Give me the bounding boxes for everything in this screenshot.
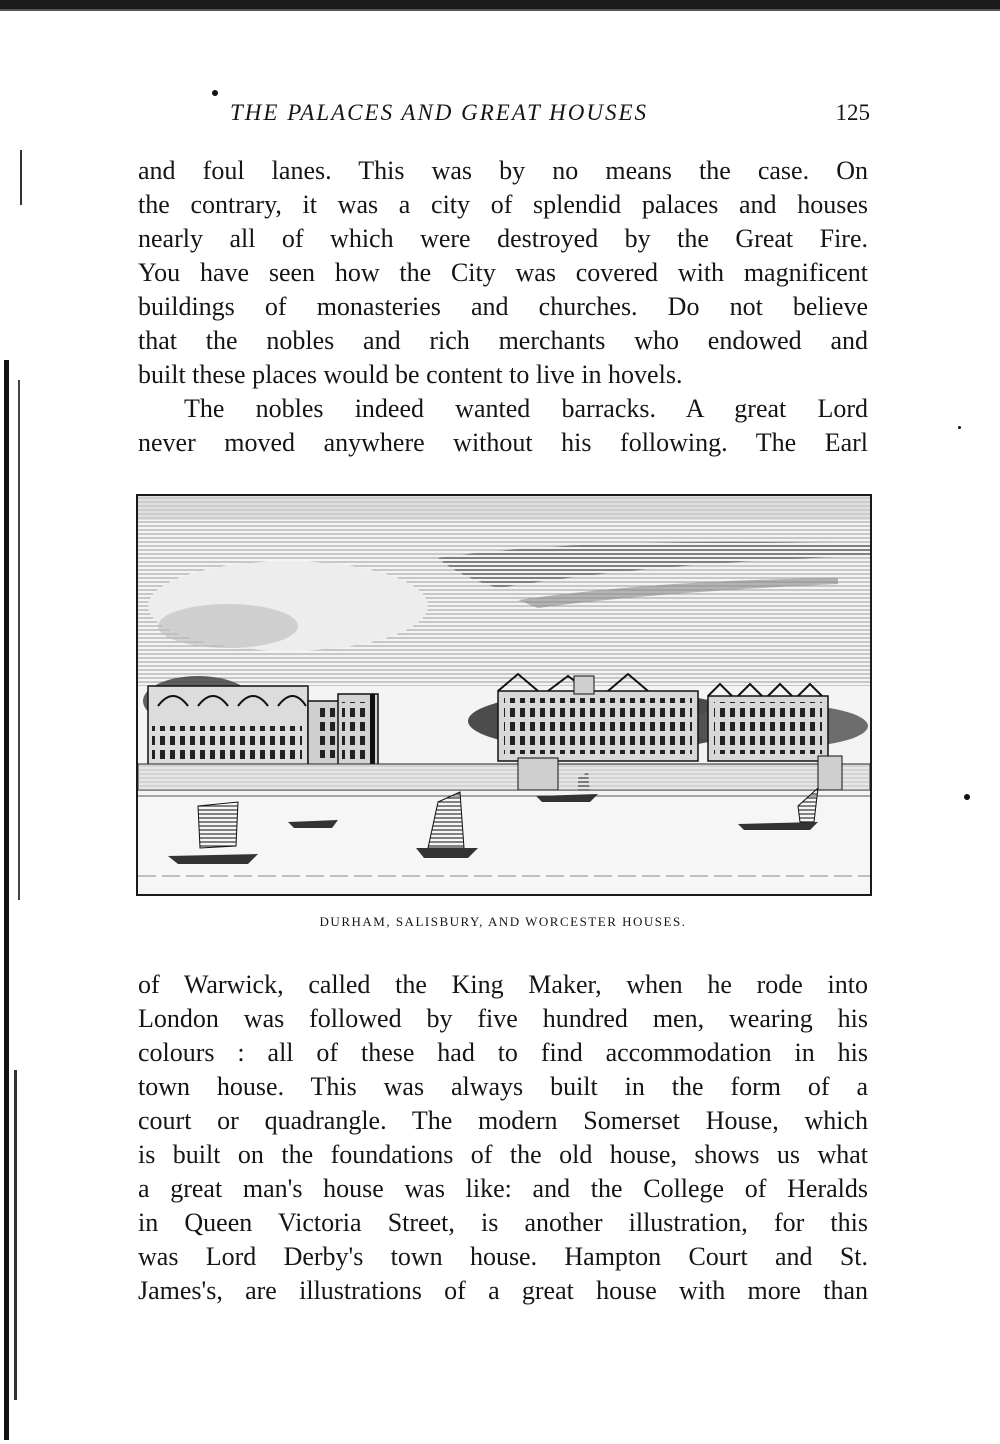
- salisbury-house: [498, 674, 698, 761]
- durham-house: [148, 686, 378, 766]
- text-line: nearly all of which were destroyed by the Great Fire.: [138, 224, 868, 253]
- rowing-boat: [536, 794, 598, 802]
- text-line: of Warwick, called the King Maker, when he rode into: [138, 970, 868, 999]
- text-line: the contrary, it was a city of splendid palaces and houses: [138, 190, 868, 219]
- binding-shadow-inner: [14, 1070, 17, 1400]
- paragraph: [138, 392, 868, 460]
- figure-caption: DURHAM, SALISBURY, AND WORCESTER HOUSES.: [319, 914, 687, 929]
- text-line: that the nobles and rich merchants who endowed and: [138, 326, 868, 355]
- running-header: [140, 100, 870, 134]
- page-top-edge-line: [0, 9, 1000, 11]
- text-line: town house. This was always built in the form of a: [138, 1072, 868, 1101]
- text-line: colours : all of these had to find accommodation in his: [138, 1038, 868, 1067]
- binding-shadow-faint: [18, 380, 20, 900]
- page-top-edge: [0, 0, 1000, 9]
- paragraph: [138, 154, 868, 392]
- page-number: 125: [835, 100, 870, 125]
- engraving-svg: [138, 496, 870, 894]
- worcester-house: [708, 684, 828, 761]
- text-line: London was followed by five hundred men, wearing his: [138, 1004, 868, 1033]
- ink-speck: [212, 90, 218, 96]
- binding-shadow: [4, 360, 9, 1440]
- text-line: was Lord Derby's town house. Hampton Court and St.: [138, 1242, 868, 1271]
- text-line: never moved anywhere without his following. The Earl: [138, 428, 868, 457]
- ink-speck: [958, 426, 961, 429]
- running-title: THE PALACES AND GREAT HOUSES: [230, 100, 649, 125]
- text-line: is built on the foundations of the old house, shows us what: [138, 1140, 868, 1169]
- engraving-illustration: [136, 494, 872, 896]
- margin-mark: [20, 150, 22, 205]
- text-line: and foul lanes. This was by no means the case. On: [138, 156, 868, 185]
- paragraph: [138, 968, 868, 1308]
- text-line: buildings of monasteries and churches. Do not believe: [138, 292, 868, 321]
- text-line: James's, are illustrations of a great house with more than: [138, 1276, 868, 1305]
- text-line: The nobles indeed wanted barracks. A great Lord: [184, 394, 868, 423]
- text-line: court or quadrangle. The modern Somerset House, which: [138, 1106, 868, 1135]
- text-line: a great man's house was like: and the College of Heralds: [138, 1174, 868, 1203]
- text-line: You have seen how the City was covered with magnificent: [138, 258, 868, 287]
- text-line: in Queen Victoria Street, is another illustration, for this: [138, 1208, 868, 1237]
- ink-speck: [964, 794, 970, 800]
- river-thames: [138, 796, 870, 894]
- text-line: built these places would be content to live in hovels.: [138, 360, 683, 389]
